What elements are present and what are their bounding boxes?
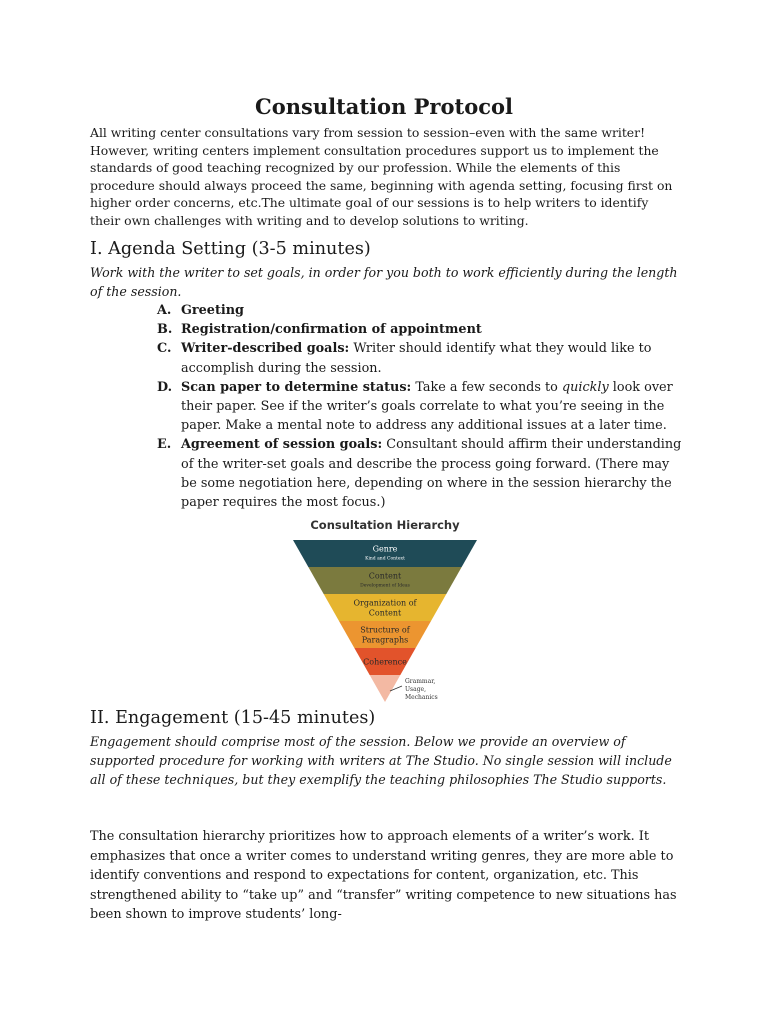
agenda-steps-list (157, 301, 682, 512)
list-letter: C. (157, 341, 172, 357)
section-note-engagement: Engagement should comprise most of the session. Below we provide an overview of supported procedure for working with writers at The Studio. No single session will include all of these techniques, but they exemplify the teaching philosophies The Studio supports. (90, 734, 672, 787)
list-item (157, 320, 682, 339)
hierarchy-level-sublabel: Kind and Context (365, 556, 405, 562)
list-item-text: Consultant should affirm their understanding of the writer-set goals and describe the process going forward. (There may be some negotiation here, depending on where in the session hierarchy the paper requires the most focus.) (181, 437, 682, 511)
list-item (157, 339, 682, 377)
hierarchy-level-label: Content (368, 571, 402, 581)
list-item-label: Writer-described goals: (181, 341, 350, 357)
intro-paragraph: All writing center consultations vary from session to session–even with the same writer! However, writing centers implement consultation procedures support us to implement the standards of good teaching recognized by our profession. While the elements of this procedure should always proceed the same, beginning with agenda setting, focusing first on higher order concerns, etc.The ultimate goal of our sessions is to help writers to identify their own challenges with writing and to develop solutions to writing. (90, 125, 673, 228)
hierarchy-level-label: Organization of (353, 598, 417, 608)
hierarchy-level-label: Paragraphs (361, 635, 409, 645)
list-item-label: Agreement of session goals: (181, 437, 383, 453)
list-letter: B. (157, 322, 173, 338)
list-item-label: Scan paper to determine status: (181, 379, 412, 395)
hierarchy-side-label: Usage, (405, 686, 427, 693)
body-paragraph: The consultation hierarchy prioritizes how to approach elements of a writer’s work. It emphasizes that once a writer comes to understand writing genres, they are more able to identify conventions and respond to expectations for content, organization, etc. This strengthened ability to “take up” and “transfer” writing competence to new situations has been shown to improve students’ long- (90, 829, 677, 923)
page-title: Consultation Protocol (255, 94, 513, 119)
list-item (157, 301, 682, 320)
hierarchy-level-sublabel: Development of Ideas (360, 583, 410, 589)
hierarchy-level-label: Content (368, 608, 402, 618)
list-item (157, 378, 682, 436)
section-heading-engagement: II. Engagement (15-45 minutes) (90, 708, 376, 728)
list-letter: A. (157, 303, 172, 318)
list-item-text-cont: look over their paper. See if the writer’s goals correlate to what you’re seeing in the paper. Make a mental note to address any additional issues at a later time. (181, 379, 673, 434)
list-item-text: Writer should identify what they would like to accomplish during the session. (181, 341, 652, 376)
section-note-agenda: Work with the writer to set goals, in order for you both to work efficiently during the length of the session. (90, 265, 678, 299)
list-item-text: Take a few seconds to (411, 379, 562, 395)
hierarchy-level-label: Structure of (360, 625, 410, 635)
list-letter: E. (157, 437, 172, 453)
section-heading-agenda: I. Agenda Setting (3-5 minutes) (90, 239, 371, 259)
list-letter: D. (157, 379, 173, 395)
list-item-emphasis: quickly (561, 379, 609, 395)
hierarchy-level-label: Genre (372, 544, 398, 554)
hierarchy-pyramid (290, 516, 480, 706)
hierarchy-level-label: Coherence (363, 657, 407, 667)
hierarchy-title: Consultation Hierarchy (310, 518, 460, 532)
hierarchy-side-label: Mechanics (405, 694, 438, 701)
list-item-label: Greeting (181, 303, 244, 318)
list-item (157, 435, 682, 512)
list-item-label: Registration/confirmation of appointment (181, 322, 482, 338)
hierarchy-side-label: Grammar, (405, 678, 436, 685)
consultation-hierarchy-figure (290, 516, 480, 706)
